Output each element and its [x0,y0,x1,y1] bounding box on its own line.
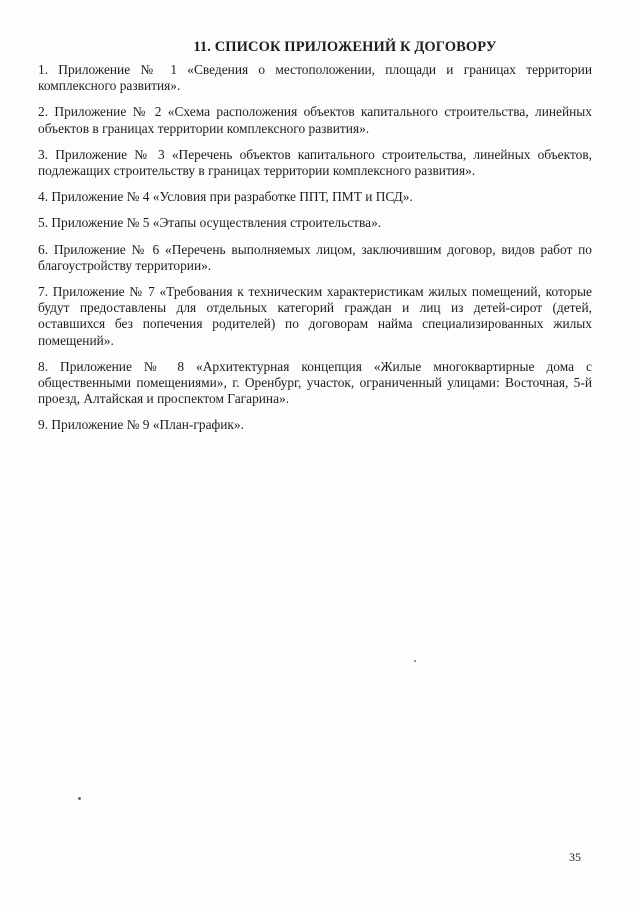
page-number: 35 [569,850,581,864]
appendix-item-7: 7. Приложение № 7 «Требования к техническим характеристикам жилых помещений, которые будут предоставлены для отдельных категорий граждан и лиц из детей-сирот (детей, оставшихся без попечения родителей) по договорам найма специализированных жилых помещений». [38,284,592,348]
appendix-item-5: 5. Приложение № 5 «Этапы осуществления строительства». [38,215,382,231]
document-content [38,38,592,444]
scan-speck [414,660,416,662]
appendix-item-4: 4. Приложение № 4 «Условия при разработке ППТ, ПМТ и ПСД». [38,189,413,205]
appendix-item-1: 1. Приложение № 1 «Сведения о местоположении, площади и границах территории комплексного развития». [38,62,592,94]
appendix-item-8: 8. Приложение № 8 «Архитектурная концепция «Жилые многоквартирные дома с общественными помещениями», г. Оренбург, участок, ограниченный улицами: Восточная, 5-й проезд, Алтайская и проспектом Гагарина». [38,358,592,407]
document-title: 11. СПИСОК ПРИЛОЖЕНИЙ К ДОГОВОРУ [193,39,497,55]
appendix-item-3: 3. Приложение № 3 «Перечень объектов капитального строительства, линейных объектов, подлежащих строительству в границах территории комплексного развития». [38,146,592,179]
appendix-item-6: 6. Приложение № 6 «Перечень выполняемых лицом, заключившим договор, видов работ по благоустройству территории». [38,241,592,273]
scan-speck [78,797,81,800]
appendix-item-9: 9. Приложение № 9 «План-график». [38,417,244,433]
appendix-item-2: 2. Приложение № 2 «Схема расположения объектов капитального строительства, линейных объектов в границах территории комплексного развития». [38,104,592,136]
appendix-list [38,62,592,434]
